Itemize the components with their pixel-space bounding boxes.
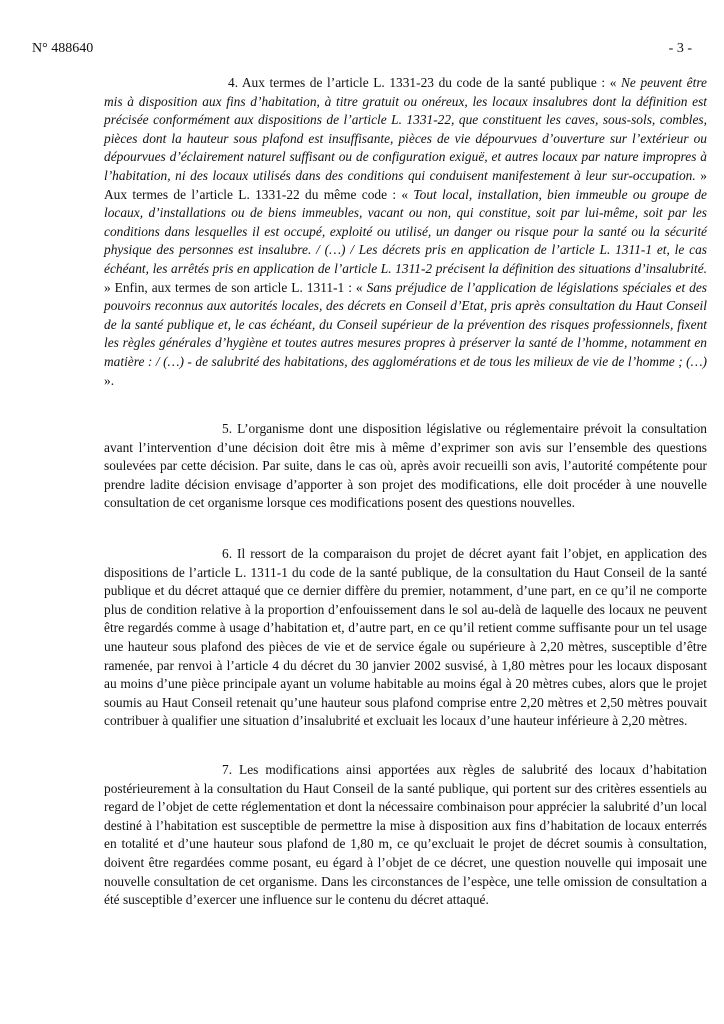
quote-article-l1331-23: Ne peuvent être mis à disposition aux fins d’habitation, à titre gratuit ou onéreux, les locaux insalubres dont la définition est précisée conformément aux dispositions de l’article L. 1331-22, que constituent les caves, sous-sols, combles, pièces dont la hauteur sous plafond est insuffisante, pièces de vie dépourvues d’ouverture sur l’extérieur ou dépourvues d’éclairement naturel suffisant ou de configuration exiguë, et autres locaux par nature impropres à l’habitation, ni des locaux utilisés dans des conditions qui conduisent manifestement à leur sur-occupation. [104, 75, 707, 183]
paragraph-6: 6. Il ressort de la comparaison du projet de décret ayant fait l’objet, en application des dispositions de l’article L. 1311-1 du code de la santé publique, de la consultation du Haut Conseil de la santé publique et du décret attaqué que ce dernier diffère du premier, notamment, d’une part, en ce qu’il ne comporte plus de condition relative à la proportion d’enfouissement dans le sol au-delà de laquelle des locaux ne peuvent être regardés comme à usage d’habitation et, d’autre part, en ce qu’il retient comme suffisante pour un tel usage une hauteur sous plafond des pièces de vie et de service égale ou supérieure à 2,20 mètres, susceptible d’être ramenée, par renvoi à l’article 4 du décret du 30 janvier 2002 susvisé, à 1,80 mètres pour les locaux disposant au moins d’une pièce principale ayant un volume habitable au moins égal à 20 mètres cubes, alors que le projet soumis au Haut Conseil retenait qu’une hauteur sous plafond comprise entre 2,20 mètres et 2,50 mètres pouvait contribuer à qualifier une situation d’insalubrité et excluait les locaux d’une hauteur inférieure à 2,20 mètres. [104, 546, 707, 729]
paragraph-4-transition-1: » Aux termes de l’article L. 1331-22 du même code : « [104, 167, 707, 202]
paragraph-5: 5. L’organisme dont une disposition législative ou réglementaire prévoit la consultation avant l’intervention d’une décision doit être mis à même d’exprimer son avis sur l’ensemble des questions soulevées par cette décision. Par suite, dans le cas où, après avoir recueilli son avis, l’autorité compétente pour prendre ladite décision envisage d’apporter à son projet des modifications, elle doit procéder à une nouvelle consultation de cet organisme lorsque ces modifications posent des questions nouvelles. [104, 421, 707, 511]
paragraph-4 [104, 74, 707, 390]
paragraph-4-transition-2: » Enfin, aux termes de son article L. 1311-1 : « [104, 279, 367, 295]
paragraph-7: 7. Les modifications ainsi apportées aux règles de salubrité des locaux d’habitation postérieurement à la consultation du Haut Conseil de la santé publique, qui portent sur des critères essentiels au regard de l’objet de cette réglementation et dont la nécessaire combinaison pour apprécier la salubrité d’un local destiné à l’habitation est susceptible de permettre la mise à disposition aux fins d’habitation de locaux enterrés en totalité et d’une hauteur sous plafond de 1,80 m, ce qu’excluait le projet de décret soumis à consultation, doivent être regardées comme posant, eu égard à l’objet de ce décret, une question nouvelle qui imposait une nouvelle consultation de cet organisme. Dans les circonstances de l’espèce, une telle omission de consultation a été susceptible d’exercer une influence sur le contenu du décret attaqué. [104, 762, 707, 908]
quote-article-l1311-1: Sans préjudice de l’application de législations spéciales et des pouvoirs reconnus aux autorités locales, des décrets en Conseil d’Etat, pris après consultation du Haut Conseil de la santé publique et, le cas échéant, du Conseil supérieur de la prévention des risques professionnels, fixent les règles générales d’hygiène et toutes autres mesures propres à préserver la santé de l’homme, notamment en matière : / (…) - de salubrité des habitations, des agglomérations et de tous les milieux de vie de l’homme ; (…) [104, 279, 708, 369]
quote-article-l1331-22: Tout local, installation, bien immeuble ou groupe de locaux, d’installations ou de biens immeubles, vacant ou non, qui constitue, soit par lui-même, soit par les conditions dans lesquelles il est occupé, exploité ou utilisé, un danger ou risque pour la santé ou la sécurité physique des personnes est insalubre. / (…) / Les décrets pris en application de l’article L. 1311-1 et, le cas échéant, les arrêtés pris en application de l’article L. 1311-2 précisent la définition des situations d’insalubrité. [104, 186, 707, 276]
document-number: N° 488640 [32, 41, 94, 56]
page-number: - 3 - [668, 41, 692, 56]
paragraph-4-closing: ». [104, 372, 115, 388]
document-body [104, 74, 707, 940]
paragraph-4-intro: 4. Aux termes de l’article L. 1331-23 du code de la santé publique : « [228, 75, 621, 90]
page-header [32, 41, 692, 59]
